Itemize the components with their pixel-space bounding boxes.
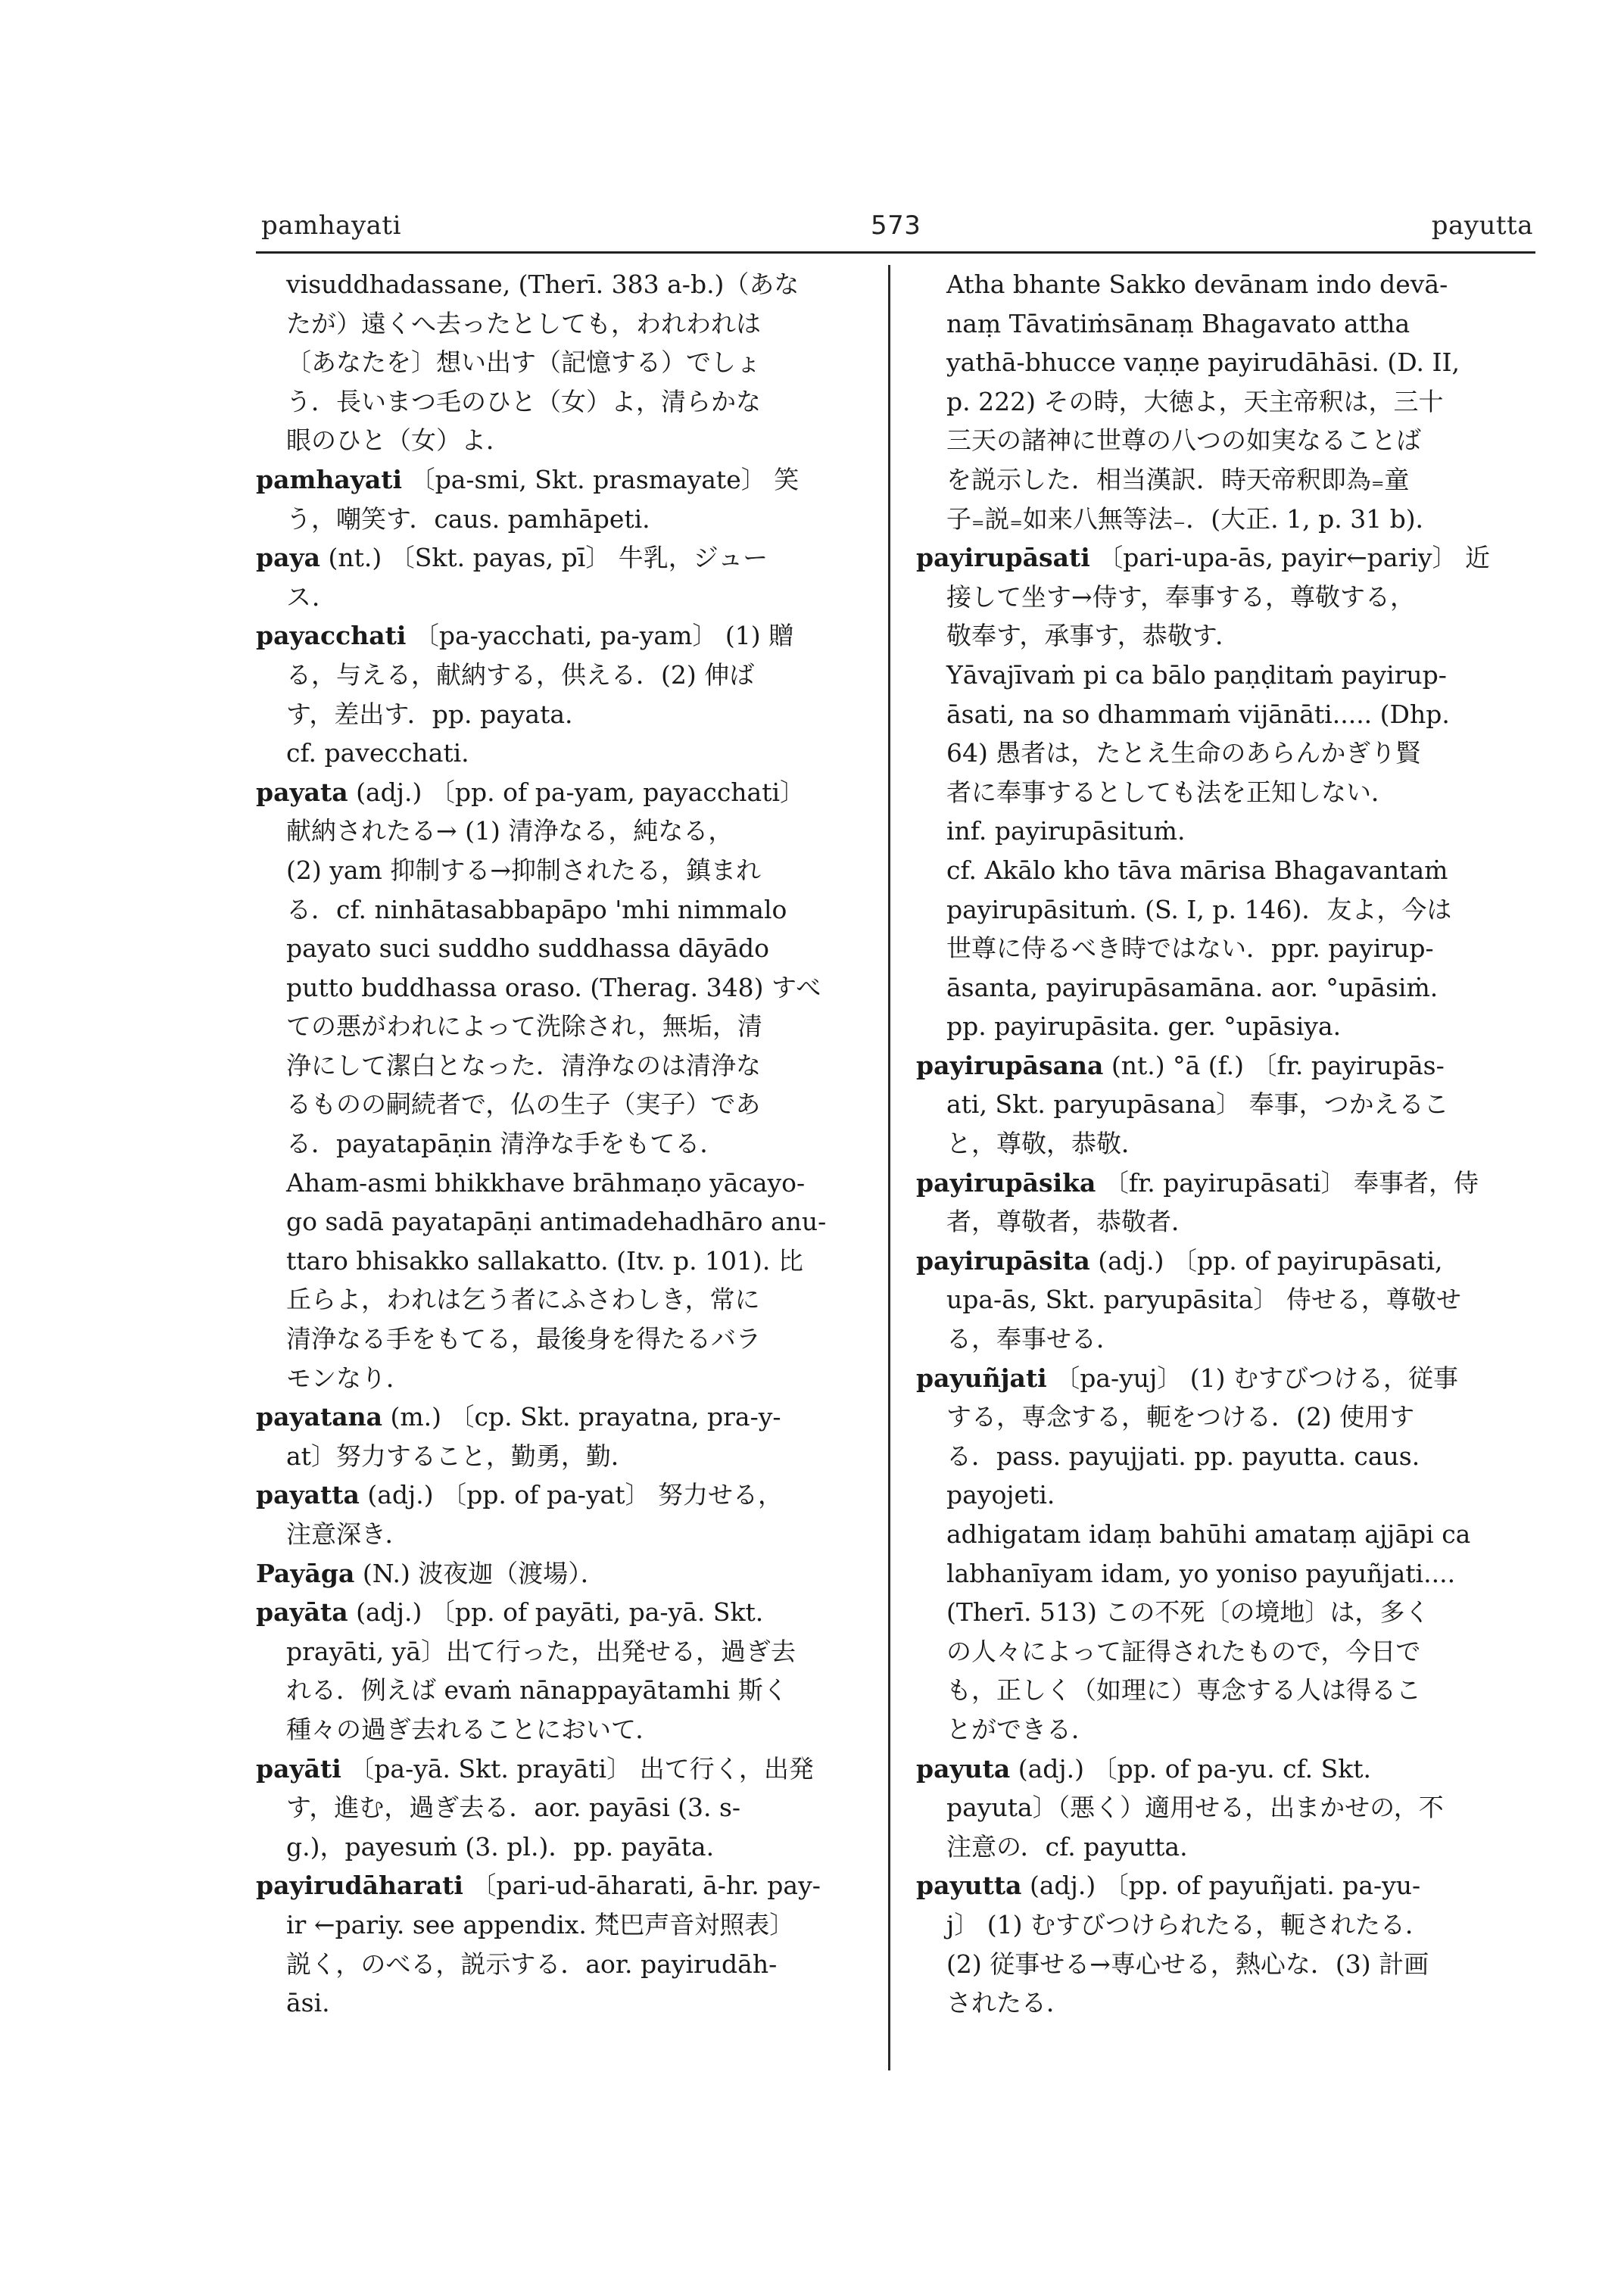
dictionary-line — [916, 734, 1535, 773]
headword: payatta — [256, 1480, 360, 1510]
dictionary-line — [256, 1671, 865, 1710]
line-text: cf. Akālo kho tāva mārisa Bhagavantaṁ — [946, 855, 1448, 885]
dictionary-line — [256, 500, 865, 539]
line-text: る．cf. ninhātasabbapāpo 'mhi nimmalo — [286, 894, 787, 924]
headword: payirupāsati — [916, 543, 1090, 573]
dictionary-line — [256, 968, 865, 1008]
dictionary-line — [916, 1554, 1535, 1594]
line-text: ttaro bhisakko sallakatto. (Itv. p. 101). 比 — [286, 1245, 803, 1276]
line-text: āsi. — [286, 1988, 330, 2018]
line-text: (m.) 〔cp. Skt. prayatna, pra-y- — [382, 1402, 781, 1432]
dictionary-line — [256, 421, 865, 460]
line-text: (nt.) 〔Skt. payas, pī〕 牛乳，ジュー — [320, 543, 768, 573]
dictionary-line — [916, 1319, 1535, 1359]
dictionary-line — [916, 1905, 1535, 1945]
line-text: Aham-asmi bhikkhave brāhmaṇo yācayo- — [286, 1167, 806, 1198]
line-text: モンなり． — [286, 1363, 411, 1393]
dictionary-line — [256, 1632, 865, 1671]
dictionary-line — [916, 1945, 1535, 1984]
dictionary-line — [256, 1905, 865, 1945]
left-column — [256, 265, 865, 2023]
dictionary-line — [256, 1554, 865, 1594]
line-text: p. 222) その時，大徳よ，天主帝釈は，三十 — [946, 386, 1444, 416]
line-text: と，尊敬，恭敬． — [946, 1129, 1146, 1159]
dictionary-line — [256, 1164, 865, 1203]
dictionary-line — [256, 812, 865, 851]
dictionary-line — [256, 695, 865, 734]
dictionary-line — [916, 1046, 1535, 1086]
line-text: されたる． — [946, 1988, 1071, 2018]
line-text: prayāti, yā〕出て行った，出発せる，過ぎ去 — [286, 1636, 796, 1666]
headword: payata — [256, 777, 348, 807]
headword: paya — [256, 543, 321, 573]
headword: payirudāharati — [256, 1871, 463, 1901]
line-text: payato suci suddho suddhassa dāyādo — [286, 933, 770, 964]
dictionary-line — [256, 304, 865, 344]
dictionary-line — [256, 773, 865, 812]
line-text: (adj.) 〔pp. of pa-yat〕 努力せる， — [359, 1480, 783, 1510]
line-text: るものの嗣続者で，仏の生子（実子）であ — [286, 1089, 761, 1120]
dictionary-line — [916, 538, 1535, 578]
line-text: āsati, na so dhammaṁ vijānāti..... (Dhp. — [946, 699, 1450, 729]
dictionary-line — [256, 929, 865, 968]
line-text: 〔あなたを〕想い出す（記憶する）でしょ — [286, 347, 761, 378]
line-text: 丘らよ，われは乞う者にふさわしき，常に — [286, 1285, 760, 1315]
dictionary-line — [916, 656, 1535, 695]
line-text: る，奉事せる． — [946, 1324, 1121, 1354]
line-text: pp. payirupāsita. ger. °upāsiya. — [946, 1011, 1342, 1042]
dictionary-line — [916, 1007, 1535, 1046]
line-text: inf. payirupāsituṁ. — [946, 816, 1186, 846]
line-text: ati, Skt. paryupāsana〕 奉事，つかえるこ — [946, 1089, 1449, 1120]
dictionary-line — [256, 1983, 865, 2023]
dictionary-line — [256, 1085, 865, 1124]
dictionary-line — [256, 1242, 865, 1281]
line-text: (adj.) 〔pp. of pa-yam, payacchati〕 — [348, 777, 806, 807]
dictionary-line — [256, 1945, 865, 1984]
line-text: 〔pa-yacchati, pa-yam〕 (1) 贈 — [406, 621, 794, 651]
dictionary-line — [256, 1046, 865, 1086]
dictionary-line — [256, 851, 865, 890]
line-text: g.)，payesuṁ (3. pl.)．pp. payāta. — [286, 1831, 715, 1862]
line-text: 接して坐す→侍す，奉事する，尊敬する， — [946, 581, 1416, 612]
line-text: 世尊に侍るべき時ではない．ppr. payirup- — [946, 933, 1434, 964]
line-text: る．payatapāṇin 清浄な手をもてる． — [286, 1129, 725, 1159]
line-text: たが）遠くへ去ったとしても，われわれは — [286, 308, 761, 338]
dictionary-line — [916, 1475, 1535, 1515]
headword: payuta — [916, 1753, 1011, 1784]
line-text: 説く，のべる，説示する．aor. payirudāh- — [286, 1949, 778, 1979]
dictionary-line — [256, 1007, 865, 1046]
line-text: cf. pavecchati. — [286, 738, 469, 768]
line-text: 〔pa-yuj〕 (1) むすびつける，従事 — [1046, 1363, 1459, 1393]
line-text: 注意の．cf. payutta. — [946, 1831, 1188, 1862]
line-text: adhigatam idaṃ bahūhi amataṃ ajjāpi ca — [946, 1519, 1471, 1549]
line-text: Yāvajīvaṁ pi ca bālo paṇḍitaṁ payirup- — [946, 659, 1447, 690]
line-text: (adj.) 〔pp. of pa-yu. cf. Skt. — [1010, 1753, 1371, 1784]
headword: payirupāsika — [916, 1167, 1096, 1198]
line-text: 〔pa-yā. Skt. prayāti〕 出て行く，出発 — [341, 1753, 814, 1784]
dictionary-line — [256, 734, 865, 773]
dictionary-line — [256, 1359, 865, 1398]
dictionary-line — [916, 1632, 1535, 1671]
dictionary-line — [916, 812, 1535, 851]
line-text: payuta〕（悪く）適用せる，出まかせの，不 — [946, 1793, 1444, 1823]
line-text: の人々によって証得されたもので，今日で — [946, 1636, 1421, 1666]
headword: payirupāsita — [916, 1245, 1090, 1276]
dictionary-line — [256, 1280, 865, 1319]
dictionary-line — [916, 1202, 1535, 1242]
dictionary-line — [916, 343, 1535, 382]
dictionary-line — [256, 1788, 865, 1827]
dictionary-line — [256, 1202, 865, 1242]
line-text: 者に奉事するとしても法を正知しない． — [946, 777, 1396, 807]
headword: payāti — [256, 1753, 341, 1784]
dictionary-line — [916, 578, 1535, 617]
headword: payutta — [916, 1871, 1022, 1901]
running-head-left: pamhayati — [261, 210, 401, 241]
line-text: āsanta, payirupāsamāna. aor. °upāsiṁ. — [946, 972, 1439, 1002]
dictionary-line — [256, 1124, 865, 1164]
dictionary-line — [256, 343, 865, 382]
dictionary-line — [256, 1749, 865, 1789]
line-text: visuddhadassane, (Therī. 383 a-b.)（あな — [286, 269, 800, 299]
headword: payuñjati — [916, 1363, 1047, 1393]
line-text: (2) 従事せる→専心せる，熱心な．(3) 計画 — [946, 1949, 1429, 1979]
dictionary-line — [256, 578, 865, 617]
line-text: putto buddhassa oraso. (Therag. 348) すべ — [286, 972, 821, 1002]
line-text: payirupāsituṁ. (S. I, p. 146)．友よ，今は — [946, 894, 1452, 924]
dictionary-line — [916, 1749, 1535, 1789]
line-text: 敬奉す，承事す，恭敬す． — [946, 621, 1241, 651]
dictionary-line — [916, 421, 1535, 460]
line-text: 清浄なる手をもてる，最後身を得たるバラ — [286, 1324, 761, 1354]
dictionary-line — [916, 1866, 1535, 1905]
headword: payatana — [256, 1402, 383, 1432]
line-text: ス． — [286, 581, 337, 612]
line-text: 者，尊敬者，恭敬者． — [946, 1207, 1196, 1237]
headword: payāta — [256, 1597, 348, 1628]
headword: Payāga — [256, 1558, 355, 1588]
dictionary-line — [256, 1437, 865, 1476]
dictionary-line — [916, 1242, 1535, 1281]
line-text: する，専念する，軛をつける．(2) 使用す — [946, 1402, 1415, 1432]
dictionary-line — [256, 1475, 865, 1515]
dictionary-line — [256, 1710, 865, 1749]
dictionary-line — [256, 890, 865, 930]
dictionary-line — [256, 265, 865, 304]
line-text: も，正しく（如理に）専念する人は得るこ — [946, 1675, 1421, 1706]
dictionary-line — [916, 265, 1535, 304]
line-text: naṃ Tāvatiṁsānaṃ Bhagavato attha — [946, 308, 1410, 338]
line-text: す，進む，過ぎ去る．aor. payāsi (3. s- — [286, 1793, 741, 1823]
dictionary-line — [916, 695, 1535, 734]
dictionary-line — [916, 1710, 1535, 1749]
line-text: (nt.) °ā (f.) 〔fr. payirupās- — [1103, 1050, 1445, 1080]
line-text: (adj.) 〔pp. of payirupāsati, — [1089, 1245, 1443, 1276]
page-number: 573 — [871, 210, 921, 241]
line-text: j〕 (1) むすびつけられたる，軛されたる． — [946, 1909, 1430, 1939]
dictionary-line — [916, 1593, 1535, 1632]
dictionary-line — [256, 1397, 865, 1437]
line-text: yathā-bhucce vaṇṇe payirudāhāsi. (D. II, — [946, 347, 1460, 378]
dictionary-line — [256, 1515, 865, 1554]
running-head-right: payutta — [1431, 210, 1533, 241]
dictionary-line — [256, 1827, 865, 1867]
line-text: る，与える，献納する，供える．(2) 伸ば — [286, 659, 755, 690]
dictionary-line — [916, 968, 1535, 1008]
line-text: る．pass. payujjati. pp. payutta. caus. — [946, 1441, 1420, 1471]
dictionary-line — [256, 1593, 865, 1632]
line-text: at〕努力すること，勤勇，勤． — [286, 1441, 636, 1471]
dictionary-line — [916, 1515, 1535, 1554]
dictionary-line — [916, 460, 1535, 500]
dictionary-line — [916, 773, 1535, 812]
dictionary-line — [916, 1280, 1535, 1319]
line-text: labhanīyam idam, yo yoniso payuñjati.... — [946, 1558, 1456, 1588]
line-text: ての悪がわれによって洗除され，無垢，清 — [286, 1011, 762, 1042]
header-rule — [256, 251, 1535, 254]
line-text: 眼のひと（女）よ． — [286, 425, 511, 456]
dictionary-line — [916, 1397, 1535, 1437]
line-text: を説示した．相当漢訳．時天帝釈即為₌童 — [946, 464, 1410, 494]
dictionary-line — [916, 616, 1535, 656]
line-text: (adj.) 〔pp. of payāti, pa-yā. Skt. — [348, 1597, 764, 1628]
line-text: (2) yam 抑制する→抑制されたる，鎮まれ — [286, 855, 761, 885]
line-text: う，嘲笑す．caus. pamhāpeti. — [286, 503, 650, 534]
line-text: 64) 愚者は，たとえ生命のあらんかぎり賢 — [946, 738, 1421, 768]
line-text: 子₌説₌如来八無等法₋．(大正. 1, p. 31 b)． — [946, 503, 1441, 534]
line-text: 三天の諸神に世尊の八つの如実なることば — [946, 425, 1421, 456]
dictionary-line — [916, 1827, 1535, 1867]
line-text: ir ←pariy. see appendix. 梵巴声音対照表〕 — [286, 1909, 795, 1939]
dictionary-line — [916, 1983, 1535, 2023]
line-text: 献納されたる→ (1) 清浄なる，純なる， — [286, 816, 734, 846]
right-column — [916, 265, 1535, 2023]
line-text: go sadā payatapāṇi antimadehadhāro anu- — [286, 1207, 827, 1237]
line-text: 〔pa-smi, Skt. prasmayate〕 笑 — [402, 464, 800, 494]
dictionary-line — [256, 656, 865, 695]
dictionary-line — [256, 538, 865, 578]
headword: payacchati — [256, 621, 407, 651]
dictionary-line — [916, 1164, 1535, 1203]
column-divider — [888, 265, 890, 2070]
line-text: Atha bhante Sakko devānam indo devā- — [946, 269, 1448, 299]
line-text: 種々の過ぎ去れることにおいて． — [286, 1714, 661, 1744]
headword: payirupāsana — [916, 1050, 1104, 1080]
dictionary-line — [256, 1866, 865, 1905]
line-text: 注意深き． — [286, 1519, 410, 1549]
line-text: (N.) 波夜迦（渡場）． — [354, 1558, 606, 1588]
dictionary-line — [916, 1671, 1535, 1710]
line-text: upa-ās, Skt. paryupāsita〕 侍せる，尊敬せ — [946, 1285, 1461, 1315]
dictionary-line — [256, 1319, 865, 1359]
dictionary-line — [916, 1437, 1535, 1476]
line-text: 〔pari-ud-āharati, ā-hr. pay- — [463, 1871, 821, 1901]
line-text: す，差出す．pp. payata. — [286, 699, 573, 729]
line-text: れる．例えば evaṁ nānappayātamhi 斯く — [286, 1675, 788, 1706]
line-text: とができる． — [946, 1714, 1096, 1744]
dictionary-line — [916, 1359, 1535, 1398]
line-text: (adj.) 〔pp. of payuñjati. pa-yu- — [1021, 1871, 1421, 1901]
dictionary-line — [916, 1788, 1535, 1827]
dictionary-line — [916, 890, 1535, 930]
dictionary-line — [256, 616, 865, 656]
dictionary-line — [916, 500, 1535, 539]
dictionary-line — [916, 851, 1535, 890]
dictionary-line — [916, 929, 1535, 968]
line-text: う．長いまつ毛のひと（女）よ，清らかな — [286, 386, 761, 416]
dictionary-line — [916, 382, 1535, 422]
dictionary-line — [916, 1085, 1535, 1124]
dictionary-line — [256, 382, 865, 422]
headword: pamhayati — [256, 464, 403, 494]
line-text: 浄にして潔白となった．清浄なのは清浄な — [286, 1050, 761, 1080]
dictionary-line — [916, 304, 1535, 344]
dictionary-line — [916, 1124, 1535, 1164]
line-text: payojeti. — [946, 1480, 1055, 1510]
line-text: (Therī. 513) この不死〔の境地〕は，多く — [946, 1597, 1430, 1628]
line-text: 〔pari-upa-ās, payir←pariy〕 近 — [1089, 543, 1490, 573]
dictionary-line — [256, 460, 865, 500]
line-text: 〔fr. payirupāsati〕 奉事者，侍 — [1096, 1167, 1479, 1198]
